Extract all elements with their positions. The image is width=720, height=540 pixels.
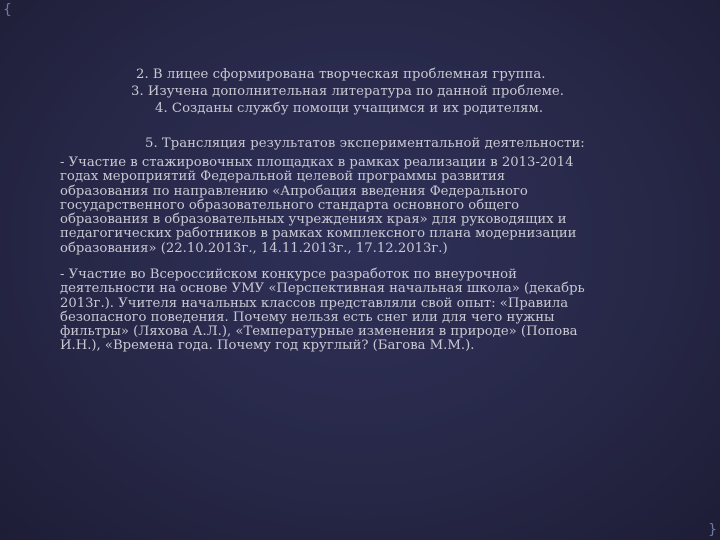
- paragraph-line: фильтры» (Ляхова А.Л.), «Температурные изменения в природе» (Попова: [60, 324, 578, 340]
- paragraph-line: образования» (22.10.2013г., 14.11.2013г., 17.12.2013г.): [60, 240, 448, 256]
- paragraph-line: образования по направлению «Апробация введения Федерального: [60, 183, 528, 199]
- intro-line-2: 3. Изучена дополнительная литература по данной проблеме.: [131, 84, 565, 99]
- paragraph-line: педагогических работников в рамках комплексного плана модернизации: [60, 226, 577, 242]
- paragraph-line: годах мероприятий Федеральной целевой программы развития: [60, 169, 506, 185]
- paragraph-line: государственного образовательного стандарта основного общего: [60, 197, 520, 213]
- paragraph-line: 2013г.). Учителя начальных классов представляли свой опыт: «Правила: [60, 295, 569, 311]
- paragraph-line: деятельности на основе УМУ «Перспективная начальная школа» (декабрь: [60, 281, 585, 297]
- paragraph-line: И.Н.), «Времена года. Почему год круглый? (Багова М.М.).: [60, 338, 475, 354]
- corner-bracket-bottom-right: }: [708, 522, 717, 538]
- paragraph-line: образования в образовательных учреждениях края» для руководящих и: [60, 212, 567, 228]
- intro-line-1: 2. В лицее сформирована творческая проблемная группа.: [136, 67, 546, 82]
- corner-bracket-top-left: {: [3, 2, 12, 18]
- bullet-paragraph-1: [60, 156, 620, 256]
- paragraph-line: - Участие во Всероссийском конкурсе разработок по внеурочной: [60, 267, 517, 282]
- paragraph-line: - Участие в стажировочных площадках в рамках реализации в 2013-2014: [60, 155, 574, 170]
- bullet-paragraph-2: [60, 268, 620, 354]
- section-heading: 5. Трансляция результатов экспериментальной деятельности:: [145, 136, 585, 151]
- intro-line-3: 4. Созданы службу помощи учащимся и их родителям.: [155, 101, 544, 116]
- paragraph-line: безопасного поведения. Почему нельзя есть снег или для чего нужны: [60, 309, 555, 325]
